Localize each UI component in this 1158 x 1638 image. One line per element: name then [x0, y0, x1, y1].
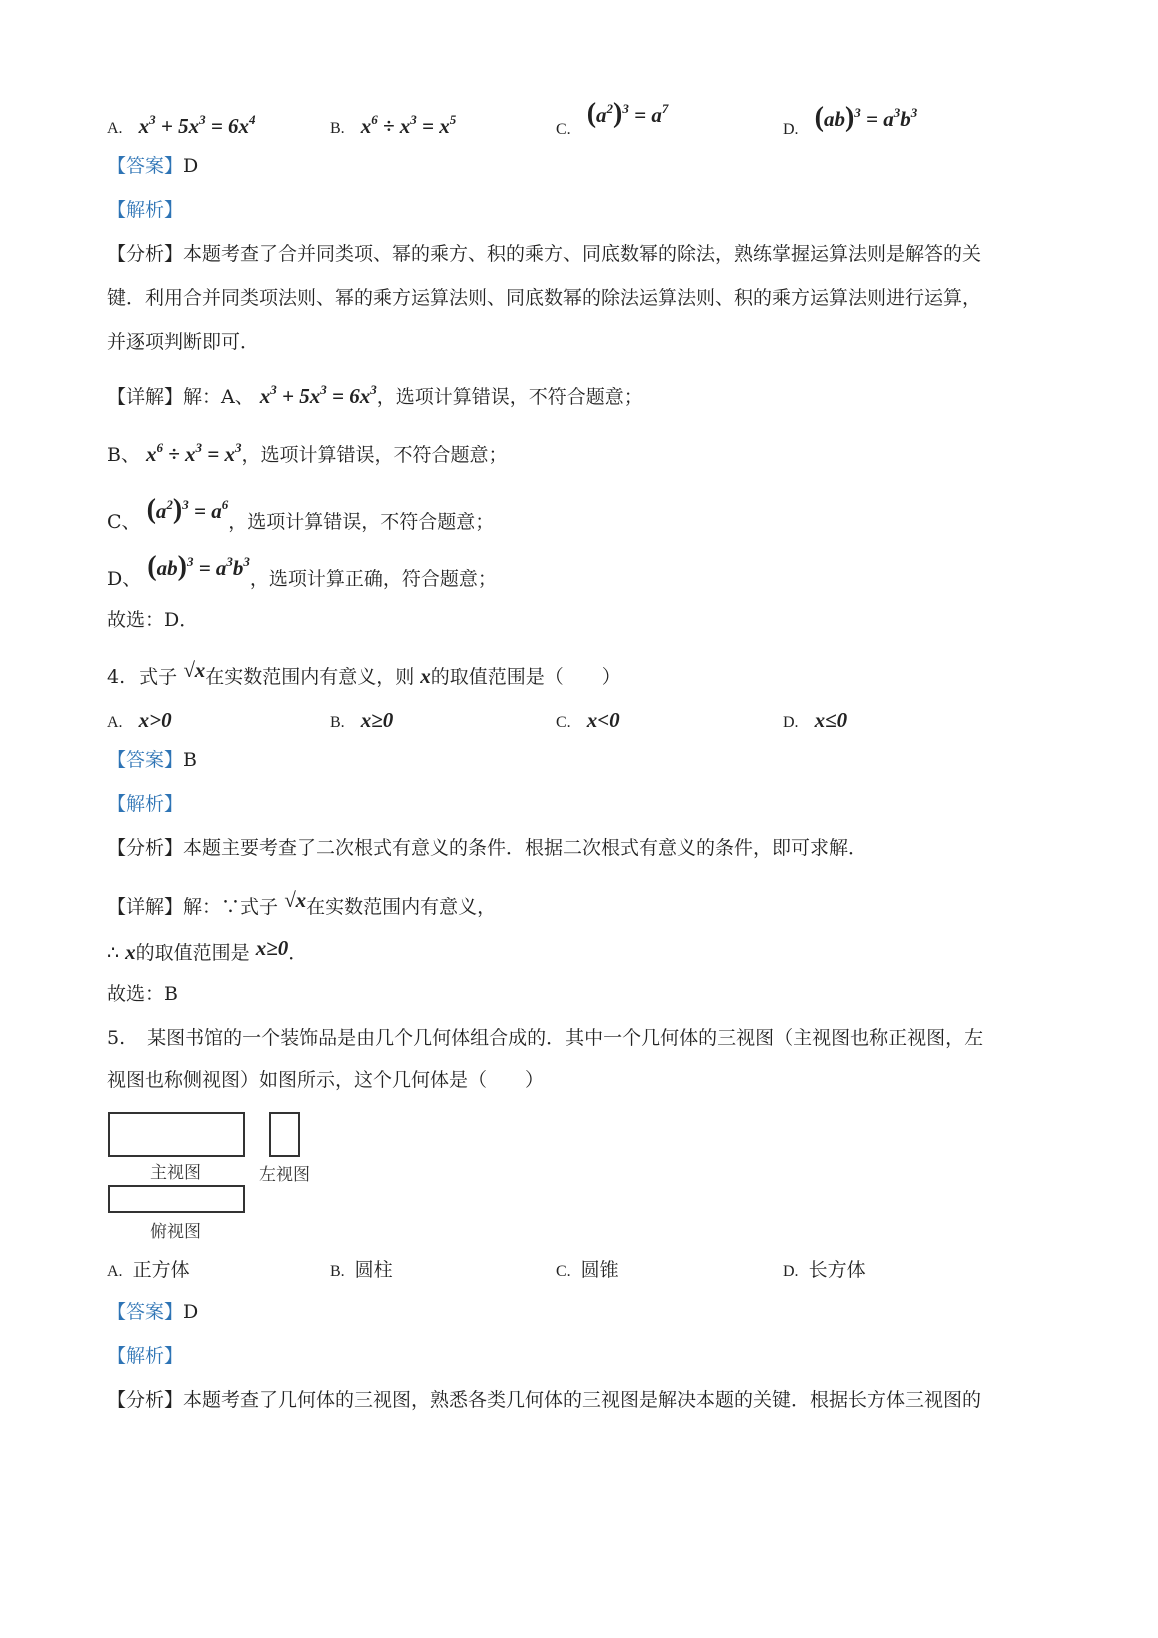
q5-analysis: 【分析】本题考查了几何体的三视图，熟悉各类几何体的三视图是解决本题的关键．根据长方体三视图的 [107, 1389, 982, 1411]
q3-option-d: D. $(ab)^3 = a^3b^3$ [783, 102, 918, 138]
q5-option-b: B. 圆柱 [330, 1259, 393, 1281]
q3-detail-c: C、 $(a^2)^3 = a^6$，选项计算错误，不符合题意； [107, 494, 495, 533]
q4-stem-var: x [420, 664, 431, 688]
q3-detail-a-expr: $x^3 + 5x^3 = 6x^3$ [259, 382, 377, 408]
q5-jiexi: 【解析】 [107, 1345, 184, 1367]
q3-option-b: B. $x^6 \div x^3 = x^5$ [330, 112, 457, 138]
q3-option-d-expr: $(ab)^3 = a^3b^3$ [814, 102, 918, 133]
q5-option-d: D. 长方体 [783, 1259, 866, 1281]
q4-stem: 4. 式子 √x在实数范围内有意义，则 x的取值范围是（ ） [107, 658, 621, 688]
q3-jiexi: 【解析】 [107, 199, 184, 221]
q3-option-a-expr: $x^3 + 5x^3 = 6x^4$ [138, 112, 256, 138]
front-view-caption: 主视图 [150, 1163, 201, 1183]
q5-stem-line1: 5. 某图书馆的一个装饰品是由几个几何体组合成的．其中一个几何体的三视图（主视图也称正视图，左 [107, 1027, 984, 1049]
q3-analysis-line3: 并逐项判断即可． [107, 331, 260, 353]
q4-answer: 【答案】B [107, 749, 197, 771]
left-view-rectangle [269, 1112, 300, 1157]
q3-analysis-line1: 【分析】本题考查了合并同类项、幂的乘方、积的乘方、同底数幂的除法，熟练掌握运算法则是解答的关 [107, 243, 982, 265]
q3-answer: 【答案】D [107, 155, 199, 177]
q4-option-a: A. x>0 [107, 708, 172, 732]
q3-detail-a: 【详解】解：A、 $x^3 + 5x^3 = 6x^3$，选项计算错误，不符合题意； [107, 382, 643, 408]
q3-conclusion: 故选：D． [107, 609, 199, 631]
q3-detail-c-expr: $(a^2)^3 = a^6$ [146, 494, 229, 525]
q3-option-c: C. $(a^2)^3 = a^7$ [556, 98, 669, 138]
q4-detail: 【详解】解：∵式子 √x在实数范围内有意义， [107, 888, 497, 918]
q3-option-b-expr: $x^6 \div x^3 = x^5$ [360, 112, 457, 138]
q4-detail-sqrt: √x [284, 888, 307, 912]
q3-option-a: A. $x^3 + 5x^3 = 6x^4$ [107, 112, 256, 138]
q3-detail-d-expr: $(ab)^3 = a^3b^3$ [147, 551, 250, 582]
q4-therefore: ∴ x的取值范围是 x≥0． [107, 936, 308, 964]
left-view-caption: 左视图 [259, 1165, 310, 1185]
q3-analysis-line2: 键．利用合并同类项法则、幂的乘方运算法则、同底数幂的除法运算法则、积的乘方运算法则进行运算， [107, 287, 982, 309]
q3-option-c-expr: $(a^2)^3 = a^7$ [586, 98, 669, 129]
q4-stem-sqrt: √x [183, 658, 206, 682]
q5-option-c: C. 圆锥 [556, 1259, 619, 1281]
q4-analysis: 【分析】本题主要考查了二次根式有意义的条件．根据二次根式有意义的条件，即可求解． [107, 837, 868, 859]
top-view-rectangle [108, 1185, 245, 1213]
top-view-caption: 俯视图 [150, 1222, 201, 1242]
q4-jiexi: 【解析】 [107, 793, 184, 815]
q3-detail-d: D、 $(ab)^3 = a^3b^3$，选项计算正确，符合题意； [107, 551, 497, 590]
q4-option-b: B. x≥0 [330, 708, 394, 732]
q4-conclusion: 故选：B [107, 983, 178, 1005]
q3-detail-b-expr: $x^6 \div x^3 = x^3$ [146, 440, 242, 466]
front-view-rectangle [108, 1112, 245, 1157]
q3-detail-b: B、 $x^6 \div x^3 = x^3$，选项计算错误，不符合题意； [107, 440, 508, 466]
q5-answer: 【答案】D [107, 1301, 199, 1323]
q4-option-d: D. x≤0 [783, 708, 848, 732]
q5-stem-line2: 视图也称侧视图）如图所示，这个几何体是（ ） [107, 1069, 545, 1091]
q4-option-c: C. x<0 [556, 708, 620, 732]
q5-option-a: A. 正方体 [107, 1259, 190, 1281]
